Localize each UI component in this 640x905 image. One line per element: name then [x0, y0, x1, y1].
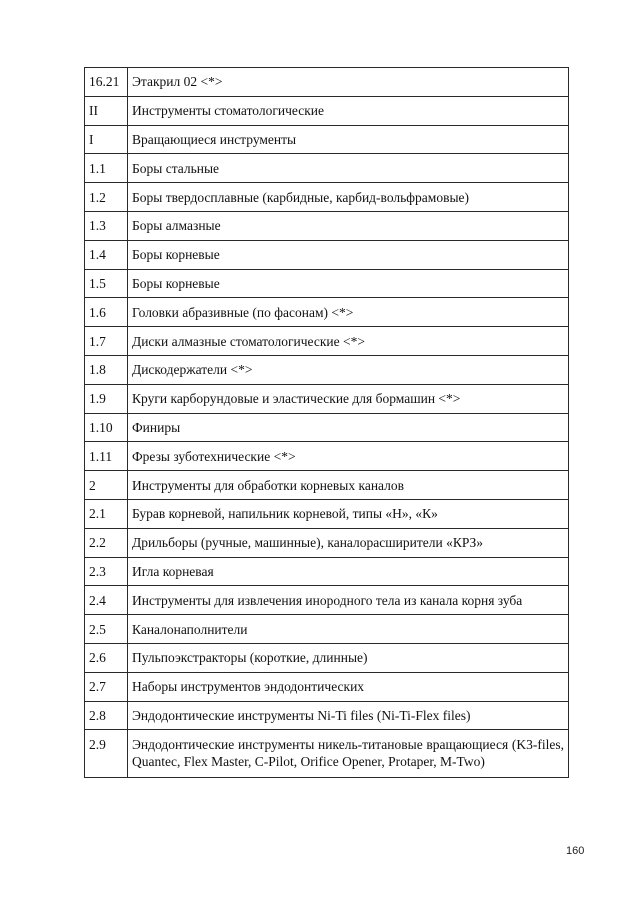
- table-body: [85, 68, 569, 778]
- table-row: [85, 701, 569, 730]
- row-number: 1.5: [85, 269, 128, 298]
- row-name: Пульпоэкстракторы (короткие, длинные): [128, 643, 569, 672]
- row-name: Дрильборы (ручные, машинные), каналорасширители «КРЗ»: [128, 528, 569, 557]
- row-name: Эндодонтические инструменты никель-титановые вращающиеся (K3-files, Quantec, Flex Master, C-Pilot, Orifice Opener, Protaper, M-Two): [128, 730, 569, 778]
- row-number: 2.4: [85, 586, 128, 615]
- row-name: Бурав корневой, напильник корневой, типы «Н», «К»: [128, 499, 569, 528]
- row-number: 2.5: [85, 615, 128, 644]
- row-name: Эндодонтические инструменты Ni-Ti files (Ni-Ti-Flex files): [128, 701, 569, 730]
- table-row: [85, 442, 569, 471]
- row-number: 1.6: [85, 298, 128, 327]
- table-row: [85, 730, 569, 778]
- table-row: [85, 327, 569, 356]
- table-row: [85, 615, 569, 644]
- table-row: [85, 68, 569, 97]
- table-row: [85, 298, 569, 327]
- table-row: [85, 125, 569, 154]
- table-row: [85, 269, 569, 298]
- row-number: 2.9: [85, 730, 128, 778]
- row-name: Инструменты для извлечения инородного тела из канала корня зуба: [128, 586, 569, 615]
- row-number: 1.1: [85, 154, 128, 183]
- row-number: 1.8: [85, 355, 128, 384]
- table-row: [85, 528, 569, 557]
- row-name: Наборы инструментов эндодонтических: [128, 672, 569, 701]
- row-number: 2.7: [85, 672, 128, 701]
- row-number: 2.3: [85, 557, 128, 586]
- row-name: Вращающиеся инструменты: [128, 125, 569, 154]
- row-name: Инструменты для обработки корневых каналов: [128, 471, 569, 500]
- table-row: [85, 557, 569, 586]
- table-row: [85, 384, 569, 413]
- row-number: 1.9: [85, 384, 128, 413]
- table-row: [85, 499, 569, 528]
- row-name: Диски алмазные стоматологические <*>: [128, 327, 569, 356]
- row-number: I: [85, 125, 128, 154]
- row-name: Боры твердосплавные (карбидные, карбид-вольфрамовые): [128, 183, 569, 212]
- table-row: [85, 211, 569, 240]
- row-name: Игла корневая: [128, 557, 569, 586]
- row-name: Боры корневые: [128, 269, 569, 298]
- row-number: II: [85, 96, 128, 125]
- row-name: Каналонаполнители: [128, 615, 569, 644]
- row-name: Инструменты стоматологические: [128, 96, 569, 125]
- table-row: [85, 643, 569, 672]
- row-number: 2.2: [85, 528, 128, 557]
- row-name: Фрезы зуботехнические <*>: [128, 442, 569, 471]
- table-row: [85, 154, 569, 183]
- row-name: Головки абразивные (по фасонам) <*>: [128, 298, 569, 327]
- row-name: Дискодержатели <*>: [128, 355, 569, 384]
- row-number: 1.11: [85, 442, 128, 471]
- row-number: 1.3: [85, 211, 128, 240]
- table-row: [85, 355, 569, 384]
- table-row: [85, 183, 569, 212]
- row-number: 2: [85, 471, 128, 500]
- page-number: 160: [566, 845, 585, 857]
- row-name: Круги карборундовые и эластические для бормашин <*>: [128, 384, 569, 413]
- row-number: 1.4: [85, 240, 128, 269]
- table-row: [85, 96, 569, 125]
- row-number: 1.2: [85, 183, 128, 212]
- row-name: Боры корневые: [128, 240, 569, 269]
- row-number: 2.8: [85, 701, 128, 730]
- row-name: Этакрил 02 <*>: [128, 68, 569, 97]
- row-name: Боры алмазные: [128, 211, 569, 240]
- table-row: [85, 471, 569, 500]
- row-number: 1.10: [85, 413, 128, 442]
- table-row: [85, 240, 569, 269]
- row-number: 16.21: [85, 68, 128, 97]
- row-number: 2.6: [85, 643, 128, 672]
- row-name: Боры стальные: [128, 154, 569, 183]
- row-number: 1.7: [85, 327, 128, 356]
- table-row: [85, 672, 569, 701]
- instruments-table: [84, 67, 569, 778]
- table-row: [85, 413, 569, 442]
- table-row: [85, 586, 569, 615]
- row-name: Финиры: [128, 413, 569, 442]
- row-number: 2.1: [85, 499, 128, 528]
